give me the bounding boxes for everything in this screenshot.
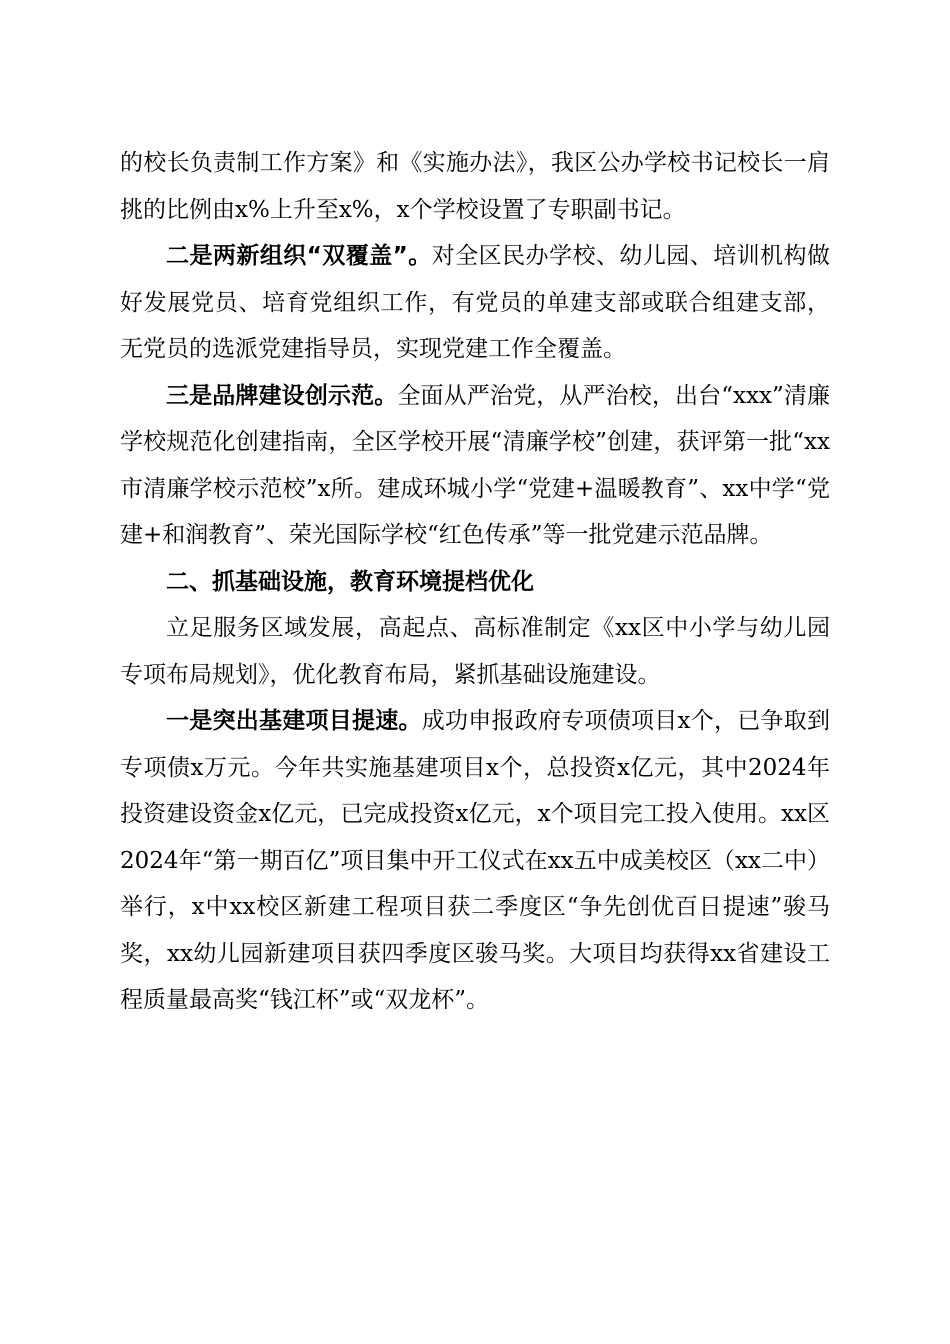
- document-page: [120, 140, 830, 1024]
- paragraph-dual-coverage: [120, 233, 830, 373]
- paragraph-intro: [120, 605, 830, 698]
- paragraph-infrastructure: [120, 698, 830, 1024]
- paragraph-body: 对全区民办学校、幼儿园、培训机构做好发展党员、培育党组织工作，有党员的单建支部或联合组建支部，无党员的选派党建指导员，实现党建工作全覆盖。: [120, 243, 831, 362]
- paragraph-body: 立足服务区域发展，高起点、高标准制定《xx区中小学与幼儿园专项布局规划》，优化教育布局，紧抓基础设施建设。: [120, 615, 830, 688]
- paragraph-lead: 三是品牌建设创示范。: [166, 382, 398, 409]
- paragraph-lead: 二是两新组织“双覆盖”。: [166, 243, 432, 269]
- paragraph-body: 成功申报政府专项债项目x个，已争取到专项债x万元。今年共实施基建项目x个，总投资x亿元，其中2024年投资建设资金x亿元，已完成投资x亿元，x个项目完工投入使用。xx区2024年“第一期百亿”项目集中开工仪式在xx五中成美校区（xx二中）举行，x中xx校区新建工程项目获二季度区“争先创优百日提速”骏马奖，xx幼儿园新建项目获四季度区骏马奖。大项目均获得xx省建设工程质量最高奖“钱江杯”或“双龙杯”。: [120, 708, 830, 1013]
- continuation-text: 的校长负责制工作方案》和《实施办法》，我区公办学校书记校长一肩挑的比例由x%上升至x%，x个学校设置了专职副书记。: [120, 150, 830, 223]
- continuation-paragraph: [120, 140, 830, 233]
- paragraph-body: 全面从严治党，从严治校，出台“xxx”清廉学校规范化创建指南，全区学校开展“清廉学校”创建，获评第一批“xx市清廉学校示范校”x所。建成环城小学“党建+温暖教育”、xx中学“党建+和润教育”、荣光国际学校“红色传承”等一批党建示范品牌。: [120, 382, 830, 548]
- paragraph-lead: 一是突出基建项目提速。: [166, 708, 422, 734]
- section-heading: 二、抓基础设施，教育环境提档优化: [166, 568, 534, 595]
- paragraph-brand-building: [120, 373, 830, 559]
